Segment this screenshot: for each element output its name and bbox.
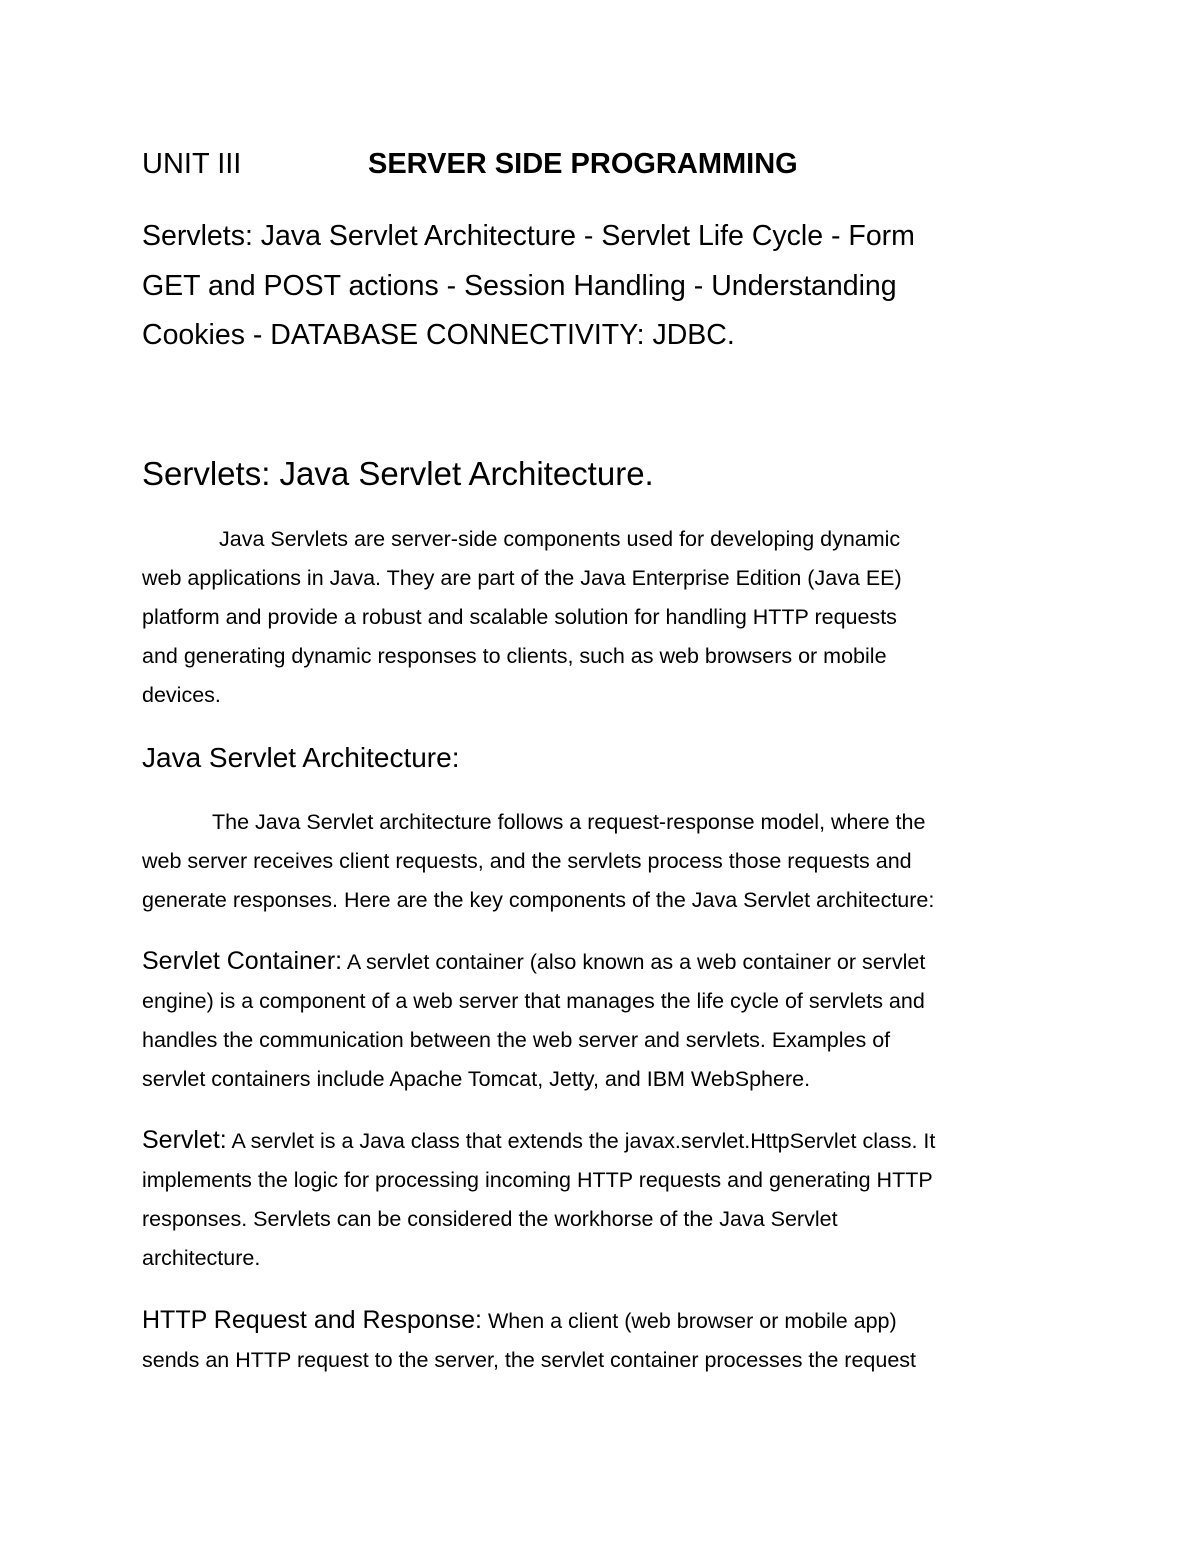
paragraph-line: responses. Servlets can be considered the workhorse of the Java Servlet bbox=[142, 1207, 838, 1231]
unit-title: SERVER SIDE PROGRAMMING bbox=[368, 148, 798, 180]
paragraph-line: engine) is a component of a web server that manages the life cycle of servlets and bbox=[142, 989, 925, 1013]
component-term: HTTP Request and Response: bbox=[142, 1306, 483, 1334]
section-heading-servlets: Servlets: Java Servlet Architecture. bbox=[142, 455, 654, 492]
component-term: Servlet Container: bbox=[142, 947, 343, 975]
paragraph-line: architecture. bbox=[142, 1246, 261, 1270]
component-term: Servlet: bbox=[142, 1126, 227, 1154]
paragraph-line bbox=[142, 1301, 916, 1341]
paragraph-line: platform and provide a robust and scalable solution for handling HTTP requests bbox=[142, 605, 897, 629]
paragraph-line: The Java Servlet architecture follows a request-response model, where the bbox=[212, 810, 926, 834]
paragraph-line: and generating dynamic responses to clients, such as web browsers or mobile bbox=[142, 644, 887, 668]
component-http-request-response bbox=[142, 1301, 916, 1380]
paragraph-line: generate responses. Here are the key components of the Java Servlet architecture: bbox=[142, 888, 935, 912]
paragraph-line: web server receives client requests, and the servlets process those requests and bbox=[142, 849, 912, 873]
paragraph-line bbox=[142, 1121, 935, 1161]
paragraph-line: sends an HTTP request to the server, the servlet container processes the request bbox=[142, 1348, 917, 1372]
intro-paragraph bbox=[142, 520, 902, 715]
component-text: A servlet is a Java class that extends the javax.servlet.HttpServlet class. It bbox=[226, 1129, 936, 1153]
component-text: When a client (web browser or mobile app) bbox=[482, 1309, 897, 1333]
component-servlet-container bbox=[142, 942, 925, 1099]
paragraph-line: handles the communication between the web server and servlets. Examples of bbox=[142, 1028, 891, 1052]
paragraph-line: devices. bbox=[142, 683, 221, 707]
paragraph-line: implements the logic for processing incoming HTTP requests and generating HTTP bbox=[142, 1168, 933, 1192]
paragraph-line: servlet containers include Apache Tomcat, Jetty, and IBM WebSphere. bbox=[142, 1067, 811, 1091]
syllabus-line: GET and POST actions - Session Handling - Understanding bbox=[142, 269, 897, 302]
paragraph-line bbox=[142, 942, 925, 982]
syllabus-topics bbox=[142, 212, 915, 361]
syllabus-line: Servlets: Java Servlet Architecture - Servlet Life Cycle - Form bbox=[142, 220, 915, 252]
unit-header bbox=[142, 143, 798, 185]
architecture-paragraph bbox=[142, 803, 934, 920]
unit-label: UNIT III bbox=[142, 148, 242, 180]
paragraph-line: web applications in Java. They are part of the Java Enterprise Edition (Java EE) bbox=[142, 566, 902, 590]
component-servlet bbox=[142, 1121, 935, 1278]
syllabus-line: Cookies - DATABASE CONNECTIVITY: JDBC. bbox=[142, 319, 735, 351]
paragraph-line: Java Servlets are server-side components used for developing dynamic bbox=[219, 527, 901, 551]
section-heading-architecture: Java Servlet Architecture: bbox=[142, 742, 460, 773]
component-text: A servlet container (also known as a web container or servlet bbox=[342, 950, 926, 974]
